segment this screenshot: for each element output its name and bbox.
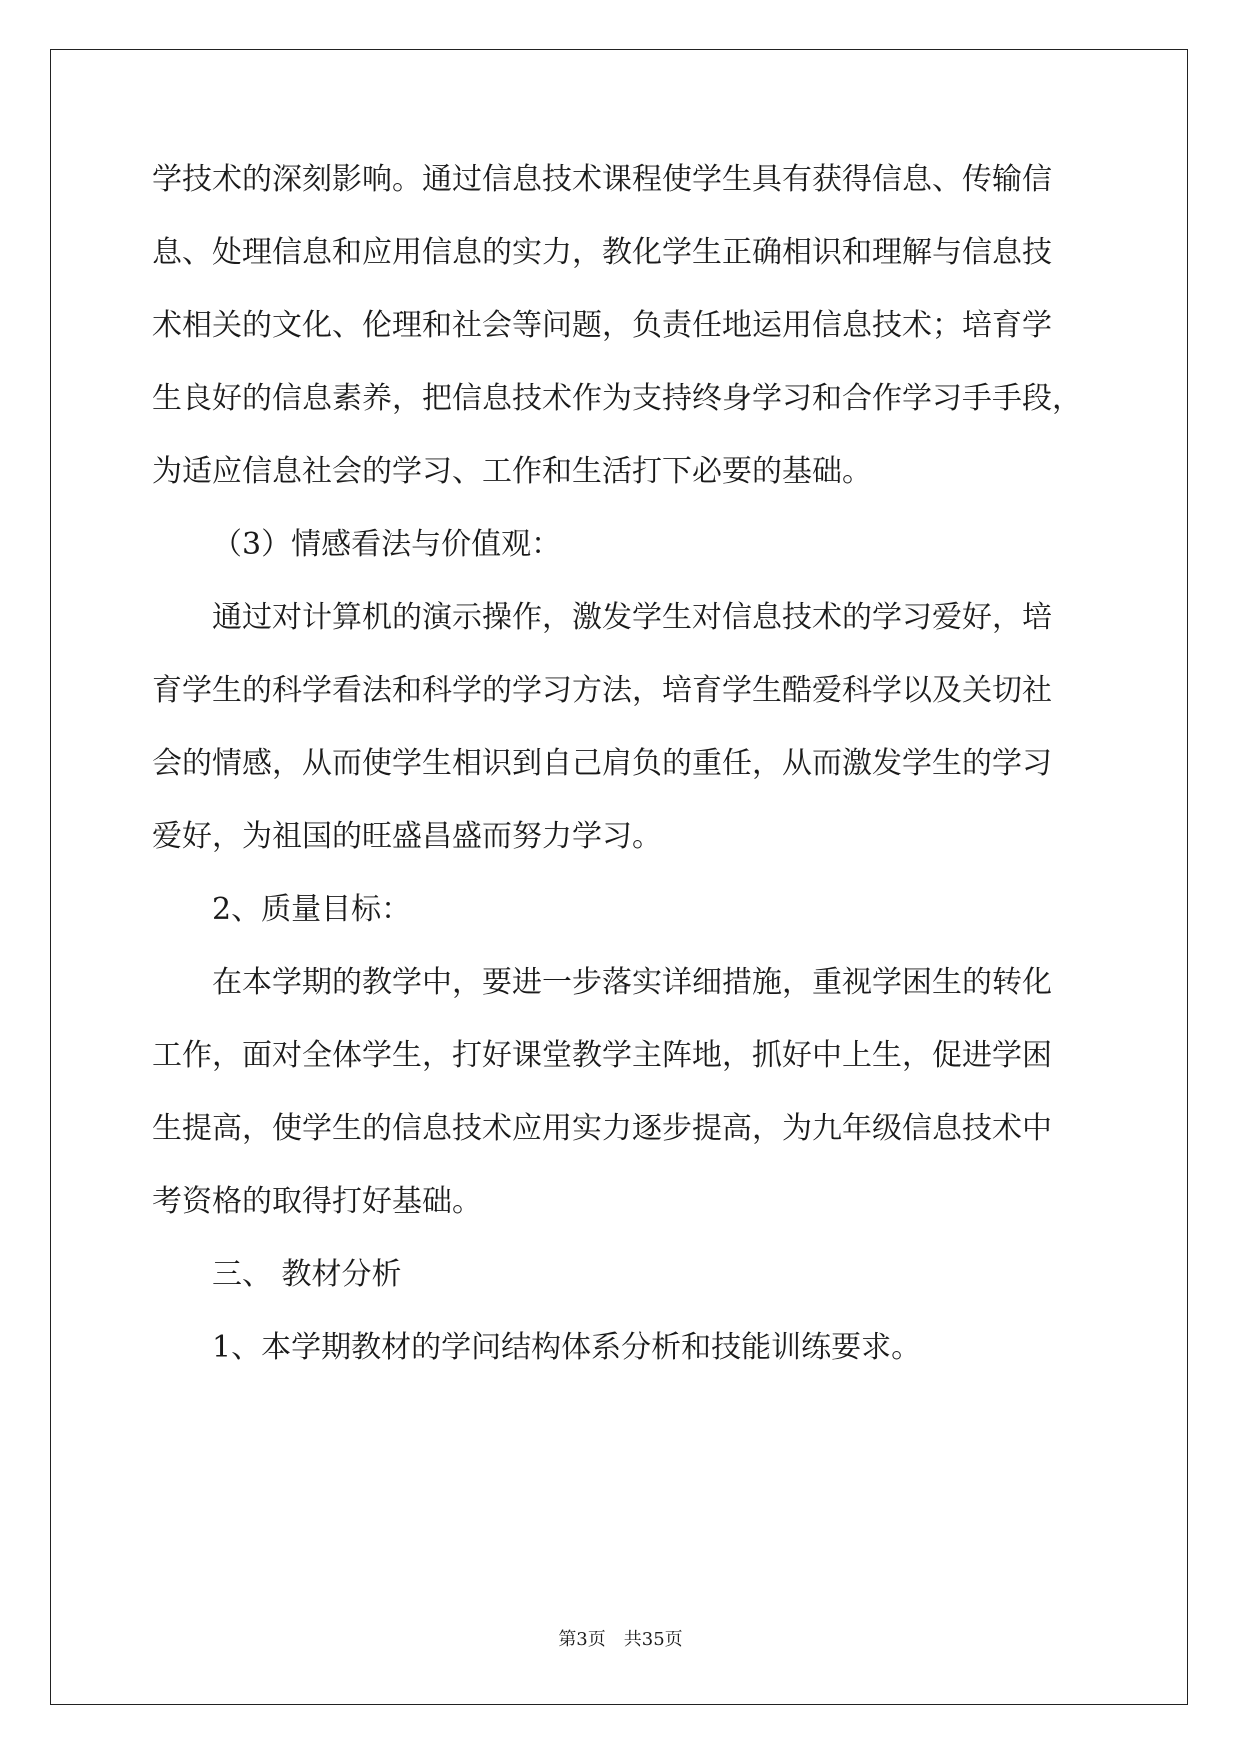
paragraph-line: 工作，面对全体学生，打好课堂教学主阵地，抓好中上生，促进学困	[152, 1038, 1052, 1073]
paragraph-line: 爱好，为祖国的旺盛昌盛而努力学习。	[152, 819, 662, 854]
paragraph-line: 在本学期的教学中，要进一步落实详细措施，重视学困生的转化	[212, 965, 1052, 1000]
paragraph-line: 术相关的文化、伦理和社会等问题，负责任地运用信息技术；培育学	[152, 308, 1052, 343]
paragraph-line: 息、处理信息和应用信息的实力，教化学生正确相识和理解与信息技	[152, 235, 1052, 270]
paragraph-line: 生提高，使学生的信息技术应用实力逐步提高，为九年级信息技术中	[152, 1111, 1052, 1146]
paragraph-line: 生良好的信息素养，把信息技术作为支持终身学习和合作学习手手段，	[152, 381, 1082, 416]
section-heading: 1、本学期教材的学问结构体系分析和技能训练要求。	[212, 1330, 922, 1365]
paragraph-line: 考资格的取得打好基础。	[152, 1184, 482, 1219]
section-heading: 2、质量目标：	[212, 892, 412, 927]
paragraph-line: 通过对计算机的演示操作，激发学生对信息技术的学习爱好，培	[212, 600, 1052, 635]
paragraph-line: 为适应信息社会的学习、工作和生活打下必要的基础。	[152, 454, 872, 489]
paragraph-line: 会的情感，从而使学生相识到自己肩负的重任，从而激发学生的学习	[152, 746, 1052, 781]
section-heading: 三、 教材分析	[212, 1257, 402, 1292]
section-heading: （3）情感看法与价值观：	[212, 527, 562, 562]
paragraph-line: 育学生的科学看法和科学的学习方法，培育学生酷爱科学以及关切社	[152, 673, 1052, 708]
page-border	[50, 49, 1188, 1705]
page-number-footer: 第3页 共35页	[558, 1629, 683, 1650]
paragraph-line: 学技术的深刻影响。通过信息技术课程使学生具有获得信息、传输信	[152, 162, 1052, 197]
